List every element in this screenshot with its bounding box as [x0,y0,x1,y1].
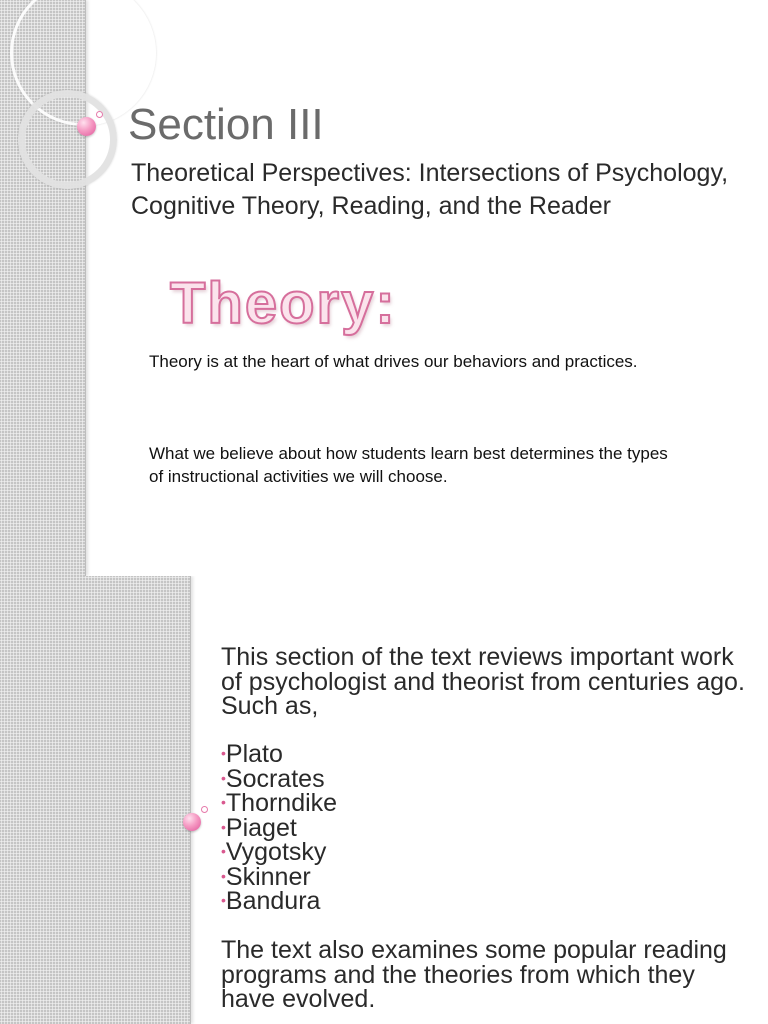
pink-bead-icon [183,813,201,831]
body-paragraph: Theory is at the heart of what drives our behaviors and practices. [149,352,638,371]
list-item: •Skinner [221,862,311,891]
bullet-icon: • [221,745,226,762]
bullet-icon: • [221,867,226,884]
decorative-ring-icon [18,90,117,189]
list-item: •Socrates [221,764,325,793]
bullet-icon: • [221,794,226,811]
theorist-list [221,742,751,914]
list-item: •Thorndike [221,789,338,817]
slide-title: Section III [128,100,324,149]
list-item: •Bandura [221,887,321,915]
outro-paragraph: The text also examines some popular reading programs and the theories from which they have evolved. [221,936,727,1013]
slide-2 [0,576,768,1024]
list-item: •Piaget [221,813,297,842]
bullet-icon: • [221,769,226,786]
small-circle-icon [201,806,208,813]
body-paragraph: What we believe about how students learn best determines the types of instructional activities we will choose. [149,444,668,486]
pink-bead-icon [77,117,96,136]
side-panel [0,576,191,1024]
wordart-heading: Theory: [170,271,397,336]
bullet-icon: • [221,892,226,909]
slide-subtitle: Theoretical Perspectives: Intersections of Psychology, Cognitive Theory, Reading, and the Reader [131,159,729,220]
bullet-icon: • [221,818,226,835]
small-circle-icon [96,111,103,118]
bullet-icon: • [221,843,226,860]
list-item: •Plato [221,740,283,768]
list-item: •Vygotsky [221,838,327,866]
intro-paragraph: This section of the text reviews important work of psychologist and theorist from centuries ago. Such as, [221,643,745,720]
